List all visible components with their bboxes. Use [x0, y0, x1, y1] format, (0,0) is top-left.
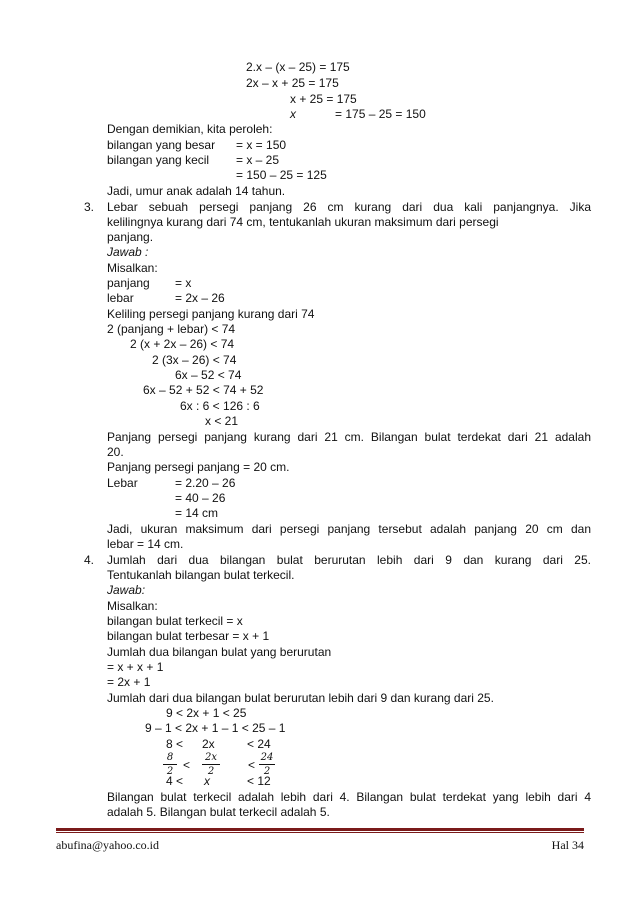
- ineq-1: 2 (panjang + lebar) < 74: [107, 322, 236, 336]
- answer-heading-4: Jawab:: [107, 583, 146, 597]
- fraction-left-denominator: 2: [166, 766, 174, 777]
- fraction-mid-numerator: 2x: [202, 752, 220, 765]
- range-ineq-5-mid: x: [204, 774, 210, 788]
- conclusion-intro: Dengan demikian, kita peroleh:: [107, 122, 273, 136]
- length-result: Panjang persegi panjang = 20 cm.: [107, 460, 290, 474]
- eq-line-1: 2.x – (x – 25) = 175: [246, 60, 350, 74]
- fraction-lt-1: <: [183, 758, 191, 772]
- let-heading-3: Misalkan:: [107, 261, 158, 275]
- big-number-value: = x = 150: [236, 138, 287, 152]
- width-label: lebar: [107, 291, 134, 305]
- small-number-result: = 150 – 25 = 125: [236, 168, 327, 182]
- problem-number-4: 4.: [84, 553, 95, 567]
- eq-line-4-val: = 175 – 25 = 150: [335, 107, 426, 121]
- ineq-7: x < 21: [205, 414, 239, 428]
- sum-condition: Jumlah dari dua bilangan bulat berurutan lebih dari 9 dan kurang dari 25.: [107, 691, 494, 705]
- result-text-2: 20.: [107, 445, 124, 459]
- footer-rule-thin: [56, 832, 584, 833]
- fraction-mid-denominator: 2: [207, 766, 215, 777]
- answer-age: Jadi, umur anak adalah 14 tahun.: [107, 184, 286, 198]
- perimeter-statement: Keliling persegi panjang kurang dari 74: [107, 307, 315, 321]
- eq-line-3: x + 25 = 175: [290, 92, 357, 106]
- eq-line-4-var: x: [290, 107, 296, 121]
- width-calc-3: = 14 cm: [175, 506, 219, 520]
- problem-number-3: 3.: [84, 200, 95, 214]
- small-number-value: = x – 25: [236, 153, 280, 167]
- sum-step-2: = 2x + 1: [107, 675, 151, 689]
- width-calc-1: = 2.20 – 26: [175, 476, 236, 490]
- answer-heading-3: Jawab :: [107, 245, 149, 259]
- problem-3-text-3: panjang.: [107, 230, 154, 244]
- let-heading-4: Misalkan:: [107, 599, 158, 613]
- fraction-right-denominator: 2: [263, 766, 271, 777]
- footer-page-number: Hal 34: [551, 838, 584, 852]
- range-ineq-2: 9 – 1 < 2x + 1 – 1 < 25 – 1: [145, 721, 286, 735]
- problem-4-text-1: Jumlah dari dua bilangan bulat berurutan lebih dari 9 dan kurang dari 25.: [107, 553, 591, 567]
- final-answer-1: Bilangan bulat terkecil adalah lebih dari 4. Bilangan bulat terdekat yang lebih dari 4: [107, 790, 591, 804]
- range-ineq-3-right: < 24: [247, 737, 271, 751]
- fraction-right-numerator: 24: [260, 752, 274, 763]
- width-calc-label: Lebar: [107, 476, 138, 490]
- final-answer-2: adalah 5. Bilangan bulat terkecil adalah 5.: [107, 805, 330, 819]
- fraction-left-numerator: 8: [163, 752, 177, 765]
- largest-int-def: bilangan bulat terbesar = x + 1: [107, 629, 270, 643]
- ineq-2: 2 (x + 2x – 26) < 74: [130, 337, 235, 351]
- footer-email: abufina@yahoo.co.id: [56, 838, 160, 852]
- sum-step-1: = x + x + 1: [107, 660, 164, 674]
- smallest-int-def: bilangan bulat terkecil = x: [107, 614, 243, 628]
- width-calc-2: = 40 – 26: [175, 491, 226, 505]
- result-text-1: Panjang persegi panjang kurang dari 21 cm. Bilangan bulat terdekat dari 21 adalah: [107, 430, 591, 444]
- big-number-label: bilangan yang besar: [107, 138, 216, 152]
- eq-line-2: 2x – x + 25 = 175: [246, 76, 339, 90]
- ineq-5: 6x – 52 + 52 < 74 + 52: [143, 383, 264, 397]
- conclusion-3-text-1: Jadi, ukuran maksimum dari persegi panjang tersebut adalah panjang 20 cm dan: [107, 522, 591, 536]
- range-ineq-5-left: 4 <: [166, 774, 184, 788]
- ineq-4: 6x – 52 < 74: [175, 368, 242, 382]
- ineq-6: 6x : 6 < 126 : 6: [180, 399, 260, 413]
- range-ineq-1: 9 < 2x + 1 < 25: [166, 706, 247, 720]
- sum-statement: Jumlah dua bilangan bulat yang berurutan: [107, 645, 332, 659]
- footer-rule-thick: [56, 828, 584, 831]
- problem-4-text-2: Tentukanlah bilangan bulat terkecil.: [107, 568, 295, 582]
- width-value: = 2x – 26: [175, 291, 225, 305]
- conclusion-3-text-2: lebar = 14 cm.: [107, 537, 184, 551]
- range-ineq-3-mid: 2x: [202, 737, 215, 751]
- length-value: = x: [175, 276, 192, 290]
- problem-3-text-1: Lebar sebuah persegi panjang 26 cm kurang dari dua kali panjangnya. Jika: [107, 200, 591, 214]
- range-ineq-3-left: 8 <: [166, 737, 184, 751]
- problem-3-text-2: kelilingnya kurang dari 74 cm, tentukanlah ukuran maksimum dari persegi: [107, 215, 499, 229]
- small-number-label: bilangan yang kecil: [107, 153, 210, 167]
- ineq-3: 2 (3x – 26) < 74: [152, 353, 237, 367]
- range-ineq-5-right: < 12: [247, 774, 271, 788]
- fraction-lt-2: <: [248, 758, 256, 772]
- length-label: panjang: [107, 276, 150, 290]
